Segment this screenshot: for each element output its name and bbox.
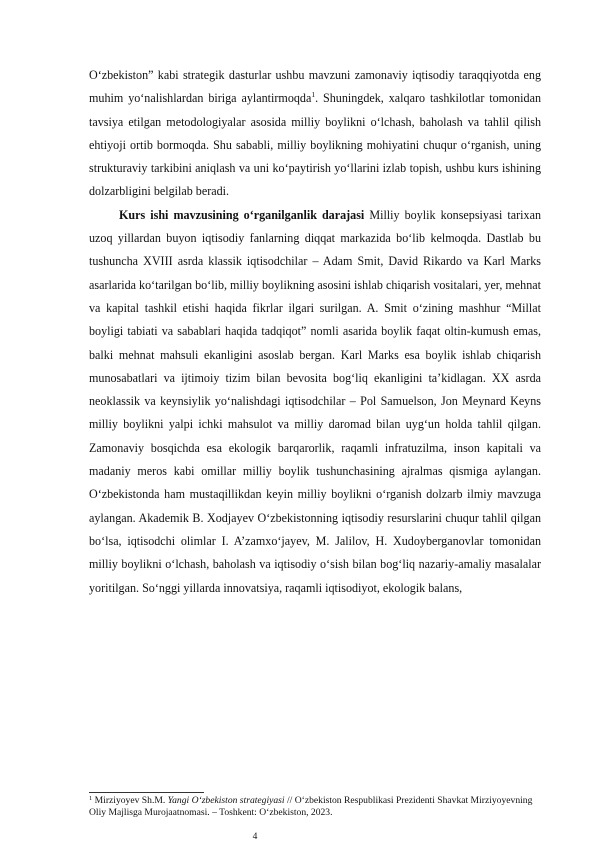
- paragraph-2-text: Milliy boylik konsepsiyasi tarixan uzoq yillardan buyon iqtisodiy fanlarning diqqat markazida bo‘lib kelmoqda. Dastlab bu tushuncha XVIII asrda klassik iqtisodchilar – Adam Smit, David Rikardo va Karl Marks asarlarida ko‘tarilgan bo‘lib, milliy boylikning asosini ishlab chiqarish vositalari, yer, mehnat va kapital tashkil etishi haqida fikrlar ilgari surilgan. A. Smit o‘zining mashhur “Millat boyligi tabiati va sabablari haqida tadqiqot” nomli asarida boylik faqat oltin-kumush emas, balki mehnat mahsuli ekanligini asoslab bergan. Karl Marks esa boylik ishlab chiqarish munosabatlari va ijtimoiy tizim bilan bevosita bog‘liq ekanligini ta’kidlagan. XX asrda neoklassik va keynsiylik yo‘nalishdagi iqtisodchilar – Pol Samuelson, Jon Meynard Keyns milliy boylikni yalpi ichki mahsulot va milliy daromad bilan uyg‘un holda tahlil qilgan. Zamonaviy bosqichda esa ekologik barqarorlik, raqamli infratuzilma, inson kapitali va madaniy meros kabi omillar milliy boylik tushunchasining ajralmas qismiga aylangan. O‘zbekistonda ham mustaqillikdan keyin milliy boylikni o‘rganish dolzarb ilmiy mavzuga aylangan. Akademik B. Xodjayev O‘zbekistonning iqtisodiy resurslarini chuqur tahlil qilgan bo‘lsa, iqtisodchi olimlar I. A’zamxo‘jayev, M. Jalilov, H. Xudoyberganovlar tomonidan milliy boylikni o‘lchash, baholash va iqtisodiy o‘sish bilan bog‘liq nazariy-amaliy masalalar yoritilgan. So‘nggi yillarda innovatsiya, raqamli iqtisodiyot, ekologik balans,: [89, 207, 541, 595]
- footnote-author: Mirziyoyev Sh.M.: [92, 795, 168, 806]
- paragraph-2: [89, 204, 541, 600]
- paragraph-1-text-b: . Shuningdek, xalqaro tashkilotlar tomonidan tavsiya etilgan metodologiyalar asosida milliy boylikni o‘lchash, baholash va tahlil qilish ehtiyoji ortib bormoqda. Shu sababli, milliy boylikning mohiyatini chuqur o‘rganish, uning strukturaviy tarkibini aniqlash va uni ko‘paytirish yo‘llarini izlab topish, ushbu kurs ishining dolzarbligini belgilab beradi.: [89, 91, 542, 199]
- footnote-divider: [89, 792, 204, 793]
- footnote: [89, 795, 541, 818]
- footnote-number: 1: [89, 795, 93, 802]
- page-number: 4: [252, 832, 258, 842]
- paragraph-1: [89, 64, 541, 204]
- body-text: [89, 64, 541, 600]
- footnote-title: Yangi O‘zbekiston strategiyasi: [167, 795, 285, 806]
- footnote-source: // O‘zbekiston Respublikasi Prezidenti Shavkat Mirziyoyevning Oliy Majlisga Murojaatnomasi. – Toshkent: O‘zbekiston, 2023.: [89, 795, 533, 818]
- section-heading: Kurs ishi mavzusining o‘rganilganlik darajasi: [119, 207, 365, 222]
- footnote-reference[interactable]: 1: [311, 90, 316, 100]
- paragraph-1-text-a: O‘zbekiston” kabi strategik dasturlar ushbu mavzuni zamonaviy iqtisodiy taraqqiyotda eng muhim yo‘nalishlardan biriga aylantirmoqda: [89, 68, 541, 106]
